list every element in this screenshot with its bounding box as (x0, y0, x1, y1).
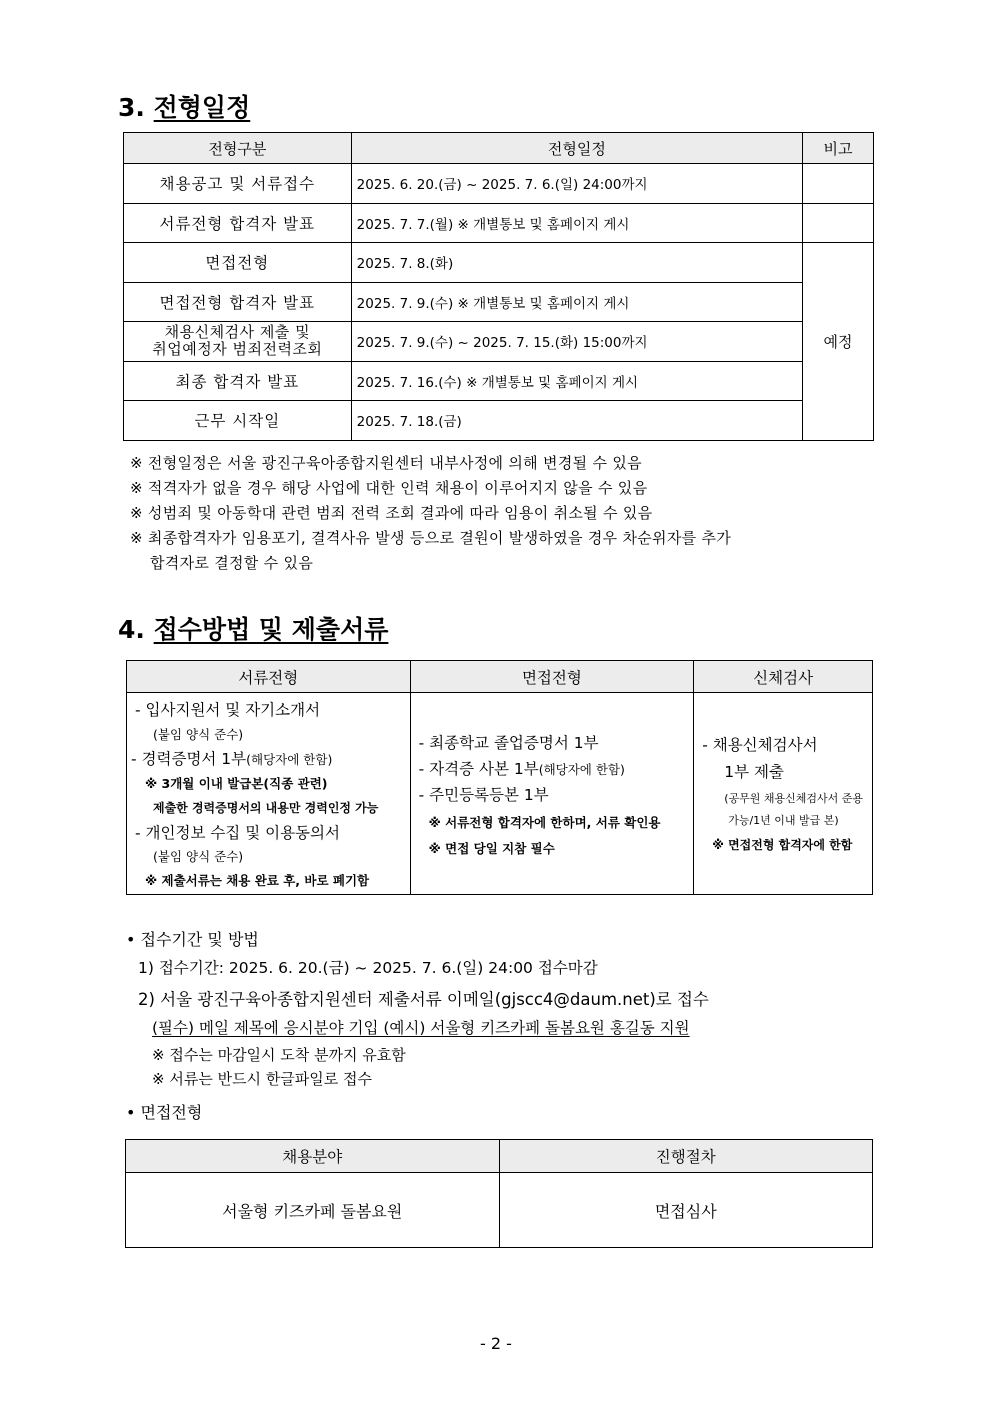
bullet-interview: • 면접전형 (126, 1103, 203, 1122)
doc-item-note: ※ 면접전형 합격자에 한함 (712, 838, 853, 852)
application-note: ※ 접수는 마감일시 도착 분까지 유효함 (152, 1046, 406, 1064)
remark-cell (803, 203, 874, 243)
doc-item: - 채용신체검사서 (702, 736, 818, 754)
schedule-note: ※ 최종합격자가 임용포기, 결격사유 발생 등으로 결원이 발생하였을 경우 차순위자를 추가 (130, 529, 732, 547)
date-cell: 2025. 7. 9.(수) ~ 2025. 7. 15.(화) 15:00까지 (351, 322, 802, 362)
schedule-row (124, 243, 874, 283)
header-document-screening: 서류전형 (127, 661, 411, 693)
doc-item: - 최종학교 졸업증명서 1부 (418, 734, 599, 752)
date-cell: 2025. 7. 7.(월) ※ 개별통보 및 홈페이지 게시 (351, 203, 802, 243)
schedule-table (123, 132, 874, 441)
section-4-heading (118, 610, 388, 646)
header-remark: 비고 (803, 133, 874, 164)
page-number: - 2 - (480, 1334, 512, 1353)
schedule-row (124, 401, 874, 441)
documents-header-row (127, 661, 873, 693)
interview-cell (410, 693, 694, 895)
application-note: ※ 서류는 반드시 한글파일로 접수 (152, 1070, 373, 1088)
doc-item: 1부 제출 (724, 763, 784, 781)
field-cell: 서울형 키즈카페 돌봄요원 (126, 1173, 500, 1248)
date-cell: 2025. 7. 9.(수) ※ 개별통보 및 홈페이지 게시 (351, 282, 802, 322)
doc-item: - 주민등록등본 1부 (418, 786, 549, 804)
doc-item-note: ※ 제출서류는 채용 완료 후, 바로 폐기함 (145, 873, 370, 888)
remark-cell (803, 164, 874, 204)
stage-line: 취업예정자 범죄전력조회 (152, 340, 323, 359)
doc-item-note: (공무원 채용신체검사서 준용 (724, 792, 864, 805)
stage-cell (124, 322, 352, 362)
section-4-title: 접수방법 및 제출서류 (153, 615, 389, 644)
interview-header-row (126, 1140, 873, 1173)
stage-line: 채용신체검사 제출 및 (164, 323, 311, 342)
doc-item-note: (붙임 양식 준수) (153, 849, 244, 864)
application-item: 1) 접수기간: 2025. 6. 20.(금) ~ 2025. 7. 6.(일) 24:00 접수마감 (138, 959, 598, 977)
doc-item-note: 제출한 경력증명서의 내용만 경력인정 가능 (153, 801, 379, 815)
header-date: 전형일정 (351, 133, 802, 164)
header-physical-exam: 신체검사 (694, 661, 873, 693)
schedule-note: 합격자로 결정할 수 있음 (150, 554, 314, 572)
doc-item: - 개인정보 수집 및 이용동의서 (135, 824, 340, 842)
section-4-number: 4. (118, 615, 145, 644)
documents-body-row (127, 693, 873, 895)
documents-table (126, 660, 873, 895)
header-stage: 전형구분 (124, 133, 352, 164)
doc-item: - 자격증 사본 1부(해당자에 한함) (418, 760, 625, 778)
doc-item: - 입사지원서 및 자기소개서 (135, 701, 321, 719)
doc-item-note: ※ 면접 당일 지참 필수 (428, 841, 555, 856)
section-3-heading (118, 88, 250, 124)
application-item: 2) 서울 광진구육아종합지원센터 제출서류 이메일(gjscc4@daum.net)로 접수 (138, 990, 709, 1009)
email-subject-rule: (필수) 메일 제목에 응시분야 기입 (예시) 서울형 키즈카페 돌봄요원 홍길동 지원 (152, 1019, 690, 1037)
stage-cell: 면접전형 합격자 발표 (124, 282, 352, 322)
doc-item-note: ※ 3개월 이내 발급본(직종 관련) (145, 776, 328, 791)
schedule-row (124, 322, 874, 362)
bullet-application-period: • 접수기간 및 방법 (126, 930, 259, 949)
interview-row (126, 1173, 873, 1248)
stage-cell: 면접전형 (124, 243, 352, 283)
physical-exam-cell (694, 693, 873, 895)
schedule-row (124, 282, 874, 322)
header-field: 채용분야 (126, 1140, 500, 1173)
interview-table (125, 1139, 873, 1248)
schedule-row (124, 203, 874, 243)
doc-item-note: ※ 서류전형 합격자에 한하며, 서류 확인용 (428, 815, 661, 830)
doc-item-note: (붙임 양식 준수) (153, 727, 244, 742)
schedule-note: ※ 전형일정은 서울 광진구육아종합지원센터 내부사정에 의해 변경될 수 있음 (130, 454, 642, 472)
document-screening-cell (127, 693, 411, 895)
header-procedure: 진행절차 (499, 1140, 873, 1173)
doc-item-note: 가능/1년 이내 발급 본) (728, 814, 839, 827)
date-cell: 2025. 7. 8.(화) (351, 243, 802, 283)
schedule-note: ※ 성범죄 및 아동학대 관련 범죄 전력 조회 결과에 따라 임용이 취소될 수 있음 (130, 504, 653, 522)
schedule-note: ※ 적격자가 없을 경우 해당 사업에 대한 인력 채용이 이루어지지 않을 수 있음 (130, 479, 648, 497)
stage-cell: 서류전형 합격자 발표 (124, 203, 352, 243)
date-cell: 2025. 6. 20.(금) ~ 2025. 7. 6.(일) 24:00까지 (351, 164, 802, 204)
section-3-title: 전형일정 (153, 93, 251, 122)
header-interview: 면접전형 (410, 661, 694, 693)
doc-item: - 경력증명서 1부(해당자에 한함) (131, 750, 333, 768)
schedule-header-row (124, 133, 874, 164)
stage-cell: 채용공고 및 서류접수 (124, 164, 352, 204)
date-cell: 2025. 7. 18.(금) (351, 401, 802, 441)
procedure-cell: 면접심사 (499, 1173, 873, 1248)
date-cell: 2025. 7. 16.(수) ※ 개별통보 및 홈페이지 게시 (351, 361, 802, 401)
schedule-row (124, 361, 874, 401)
stage-cell: 근무 시작일 (124, 401, 352, 441)
remark-planned: 예정 (803, 243, 874, 441)
stage-cell: 최종 합격자 발표 (124, 361, 352, 401)
schedule-row (124, 164, 874, 204)
section-3-number: 3. (118, 93, 145, 122)
